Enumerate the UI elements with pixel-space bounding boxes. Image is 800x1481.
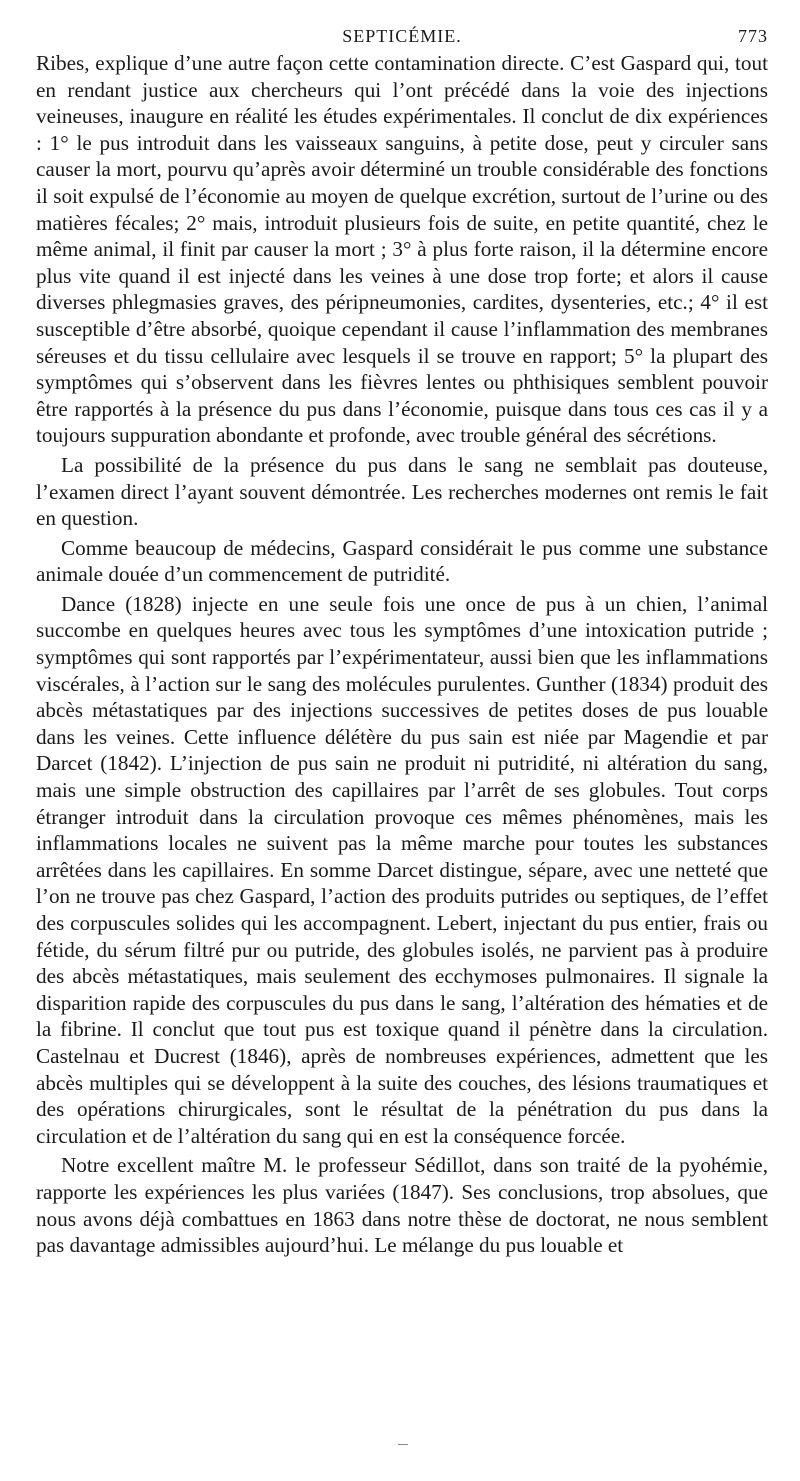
body-text [36,50,768,1259]
page-number: 773 [738,26,768,46]
running-title: SEPTICÉMIE. [342,26,462,46]
page-footer-mark [398,1444,408,1445]
book-page [36,20,768,1259]
paragraph-4: Dance (1828) injecte en une seule fois une once de pus à un chien, l’animal succombe en quelques heures avec tous les symptômes d’une intoxication putride ; symptômes qui sont rapportés par l’expérimentateur, aussi bien que les inflammations viscérales, à l’action sur le sang des molécules purulentes. Gunther (1834) produit des abcès métastatiques par des injections successives de petites doses de pus louable dans les veines. Cette influence délétère du pus sain est niée par Magendie et par Darcet (1842). L’injection de pus sain ne produit ni putridité, ni altération du sang, mais une simple obstruction des capillaires par l’arrêt de ses globules. Tout corps étranger introduit dans la circulation provoque ces mêmes phénomènes, mais les inflammations locales ne suivent pas la même marche pour toutes les substances arrêtées dans les capillaires. En somme Darcet distingue, sépare, avec une netteté que l’on ne trouve pas chez Gaspard, l’action des produits putrides ou septiques, de l’effet des corpuscules solides qui les accompagnent. Lebert, injectant du pus entier, frais ou fétide, du sérum filtré pur ou putride, des globules isolés, ne parvient pas à produire des abcès métastatiques, mais seulement des ecchymoses pulmonaires. Il signale la disparition rapide des corpuscules du pus dans le sang, l’altération des hématies et de la fibrine. Il conclut que tout pus est toxique quand il pénètre dans la circulation. Castelnau et Ducrest (1846), après de nombreuses expériences, admettent que les abcès multiples qui se développent à la suite des couches, des lésions traumatiques et des opérations chirurgicales, sont le résultat de la pénétration du pus dans la circulation et de l’altération du sang qui en est la conséquence forcée. [36,591,768,1148]
running-head [36,20,768,50]
paragraph-2: La possibilité de la présence du pus dans le sang ne semblait pas douteuse, l’examen direct l’ayant souvent démontrée. Les recherches modernes ont remis le fait en question. [36,452,768,531]
paragraph-1: Ribes, explique d’une autre façon cette contamination directe. C’est Gaspard qui, tout en rendant justice aux chercheurs qui l’ont précédé dans la voie des injections veineuses, inaugure en réalité les études expérimentales. Il conclut de dix expériences : 1° le pus introduit dans les vaisseaux sanguins, à petite dose, peut y circuler sans causer la mort, pourvu qu’après avoir déterminé un trouble considérable des fonctions il soit expulsé de l’économie au moyen de quelque excrétion, surtout de l’urine ou des matières fécales; 2° mais, introduit plusieurs fois de suite, en petite quantité, chez le même animal, il finit par causer la mort ; 3° à plus forte raison, il la détermine encore plus vite quand il est injecté dans les veines à une dose trop forte; et alors il cause diverses phlegmasies graves, des péripneumonies, cardites, dysenteries, etc.; 4° il est susceptible d’être absorbé, quoique cependant il cause l’inflammation des membranes séreuses et du tissu cellulaire avec lesquels il se trouve en rapport; 5° la plupart des symptômes qui s’observent dans les fièvres lentes ou phthisiques semblent pouvoir être rapportés à la présence du pus dans l’économie, puisque dans tous ces cas il y a toujours suppuration abondante et profonde, avec trouble général des sécrétions. [36,51,768,448]
paragraph-5: Notre excellent maître M. le professeur Sédillot, dans son traité de la pyohémie, rapporte les expériences les plus variées (1847). Ses conclusions, trop absolues, que nous avons déjà combattues en 1863 dans notre thèse de doctorat, ne nous semblent pas davantage admissibles aujourd’hui. Le mélange du pus louable et [36,1153,768,1258]
paragraph-3: Comme beaucoup de médecins, Gaspard considérait le pus comme une substance animale douée d’un commencement de putridité. [36,535,768,587]
